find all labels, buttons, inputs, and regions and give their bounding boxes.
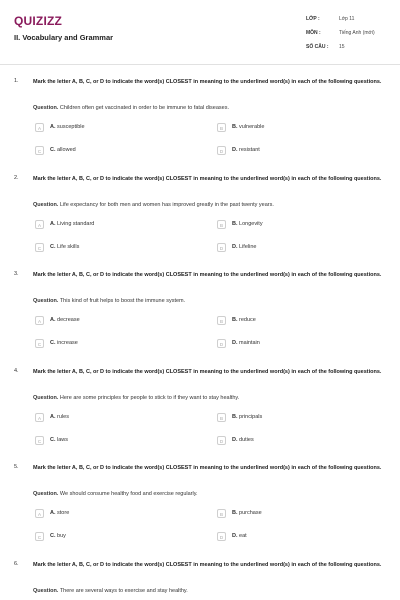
option-text — [232, 221, 263, 227]
option-value: maintain — [239, 340, 260, 346]
option-letter-box: C — [35, 532, 44, 541]
option-value: decrease — [57, 317, 80, 323]
option-letter-box: D — [217, 243, 226, 252]
option-label: D. — [232, 244, 238, 250]
option-text — [50, 244, 79, 250]
option-label: D. — [232, 147, 238, 153]
question-stem — [33, 491, 198, 497]
question-stem — [33, 202, 274, 208]
question-text: Life expectancy for both men and women has improved greatly in the past twenty years. — [59, 202, 274, 208]
question-instruction: Mark the letter A, B, C, or D to indicate the word(s) CLOSEST in meaning to the underlined word(s) in each of the following questions. — [33, 369, 382, 375]
option-label: B. — [232, 221, 238, 227]
option-letter-box: B — [217, 509, 226, 518]
question-number: 6. — [14, 561, 19, 567]
option-label: C. — [50, 533, 56, 539]
question-stem — [33, 298, 185, 304]
question-text: We should consume healthy food and exercise regularly. — [59, 491, 198, 497]
option-text — [50, 437, 68, 443]
question-stem — [33, 395, 239, 401]
option-text — [232, 510, 262, 516]
question-label: Question. — [33, 105, 59, 111]
question-stem — [33, 588, 188, 594]
question-number: 2. — [14, 175, 19, 181]
option-text — [232, 437, 254, 443]
option-letter-box: B — [217, 413, 226, 422]
question-text: This kind of fruit helps to boost the immune system. — [59, 298, 186, 304]
quizizz-logo: QUIZIZZ — [14, 14, 63, 28]
option-label: A. — [50, 510, 56, 516]
option-label: A. — [50, 221, 56, 227]
option-text — [50, 533, 66, 539]
worksheet-meta — [306, 14, 396, 56]
option-label: C. — [50, 340, 56, 346]
option-value: allowed — [57, 147, 76, 153]
question-instruction: Mark the letter A, B, C, or D to indicate the word(s) CLOSEST in meaning to the underlined word(s) in each of the following questions. — [33, 272, 382, 278]
option-value: eat — [239, 533, 247, 539]
meta-label: LỚP : — [306, 16, 320, 22]
option-label: C. — [50, 244, 56, 250]
option-label: B. — [232, 414, 238, 420]
question-instruction: Mark the letter A, B, C, or D to indicate the word(s) CLOSEST in meaning to the underlined word(s) in each of the following questions. — [33, 465, 382, 471]
question-number: 5. — [14, 464, 19, 470]
question-instruction: Mark the letter A, B, C, or D to indicate the word(s) CLOSEST in meaning to the underlined word(s) in each of the following questions. — [33, 562, 382, 568]
option-label: D. — [232, 340, 238, 346]
question-label: Question. — [33, 588, 59, 594]
option-text — [50, 221, 94, 227]
option-value: increase — [57, 340, 78, 346]
option-text — [232, 147, 260, 153]
option-text — [232, 340, 260, 346]
option-text — [232, 414, 262, 420]
option-text — [50, 510, 69, 516]
option-label: B. — [232, 124, 238, 130]
option-letter-box: C — [35, 243, 44, 252]
option-text — [232, 244, 256, 250]
option-value: laws — [57, 437, 69, 443]
header-divider — [0, 64, 400, 65]
option-letter-box: B — [217, 220, 226, 229]
meta-label: MÔN : — [306, 30, 321, 36]
option-letter-box: A — [35, 220, 44, 229]
meta-row-subject — [306, 28, 396, 42]
option-letter-box: C — [35, 436, 44, 445]
option-text — [50, 317, 80, 323]
question-number: 4. — [14, 368, 19, 374]
option-text — [50, 147, 76, 153]
option-value: vulnerable — [239, 124, 265, 130]
option-text — [232, 124, 264, 130]
option-value: Longevity — [239, 221, 263, 227]
option-value: buy — [57, 533, 66, 539]
option-value: Life skills — [57, 244, 80, 250]
question-instruction: Mark the letter A, B, C, or D to indicate the word(s) CLOSEST in meaning to the underlined word(s) in each of the following questions. — [33, 176, 382, 182]
question-text: There are several ways to exercise and stay healthy. — [59, 588, 188, 594]
option-label: C. — [50, 147, 56, 153]
option-text — [50, 340, 78, 346]
meta-value: 15 — [339, 44, 345, 50]
option-letter-box: A — [35, 123, 44, 132]
option-value: resistant — [239, 147, 260, 153]
question-number: 3. — [14, 271, 19, 277]
worksheet-title: II. Vocabulary and Grammar — [14, 33, 114, 42]
option-label: B. — [232, 317, 238, 323]
option-letter-box: A — [35, 509, 44, 518]
question-stem — [33, 105, 229, 111]
question-text: Children often get vaccinated in order to be immune to fatal diseases. — [59, 105, 229, 111]
meta-label: SỐ CÂU : — [306, 44, 329, 50]
meta-value: Lớp 11 — [339, 16, 355, 22]
question-label: Question. — [33, 395, 59, 401]
option-text — [50, 414, 69, 420]
option-label: D. — [232, 437, 238, 443]
question-label: Question. — [33, 491, 59, 497]
option-label: C. — [50, 437, 56, 443]
option-value: susceptible — [57, 124, 85, 130]
option-letter-box: B — [217, 316, 226, 325]
question-instruction: Mark the letter A, B, C, or D to indicate the word(s) CLOSEST in meaning to the underlined word(s) in each of the following questions. — [33, 79, 382, 85]
option-value: principals — [239, 414, 263, 420]
meta-row-question-count — [306, 42, 396, 56]
option-letter-box: D — [217, 339, 226, 348]
option-value: purchase — [239, 510, 262, 516]
option-label: A. — [50, 414, 56, 420]
option-label: A. — [50, 124, 56, 130]
option-letter-box: C — [35, 146, 44, 155]
meta-value: Tiếng Anh (mới) — [339, 30, 375, 36]
option-letter-box: D — [217, 532, 226, 541]
option-letter-box: A — [35, 316, 44, 325]
option-value: reduce — [239, 317, 256, 323]
option-text — [232, 533, 247, 539]
option-letter-box: C — [35, 339, 44, 348]
option-label: A. — [50, 317, 56, 323]
option-label: B. — [232, 510, 238, 516]
option-letter-box: A — [35, 413, 44, 422]
option-value: duties — [239, 437, 254, 443]
option-value: store — [57, 510, 70, 516]
question-label: Question. — [33, 298, 59, 304]
option-text — [232, 317, 256, 323]
meta-row-class — [306, 14, 396, 28]
option-letter-box: D — [217, 146, 226, 155]
option-text — [50, 124, 85, 130]
option-value: Living standard — [57, 221, 95, 227]
option-value: rules — [57, 414, 69, 420]
option-value: Lifeline — [239, 244, 257, 250]
option-label: D. — [232, 533, 238, 539]
option-letter-box: B — [217, 123, 226, 132]
question-text: Here are some principles for people to stick to if they want to stay healthy. — [59, 395, 240, 401]
option-letter-box: D — [217, 436, 226, 445]
question-number: 1. — [14, 78, 19, 84]
question-label: Question. — [33, 202, 59, 208]
